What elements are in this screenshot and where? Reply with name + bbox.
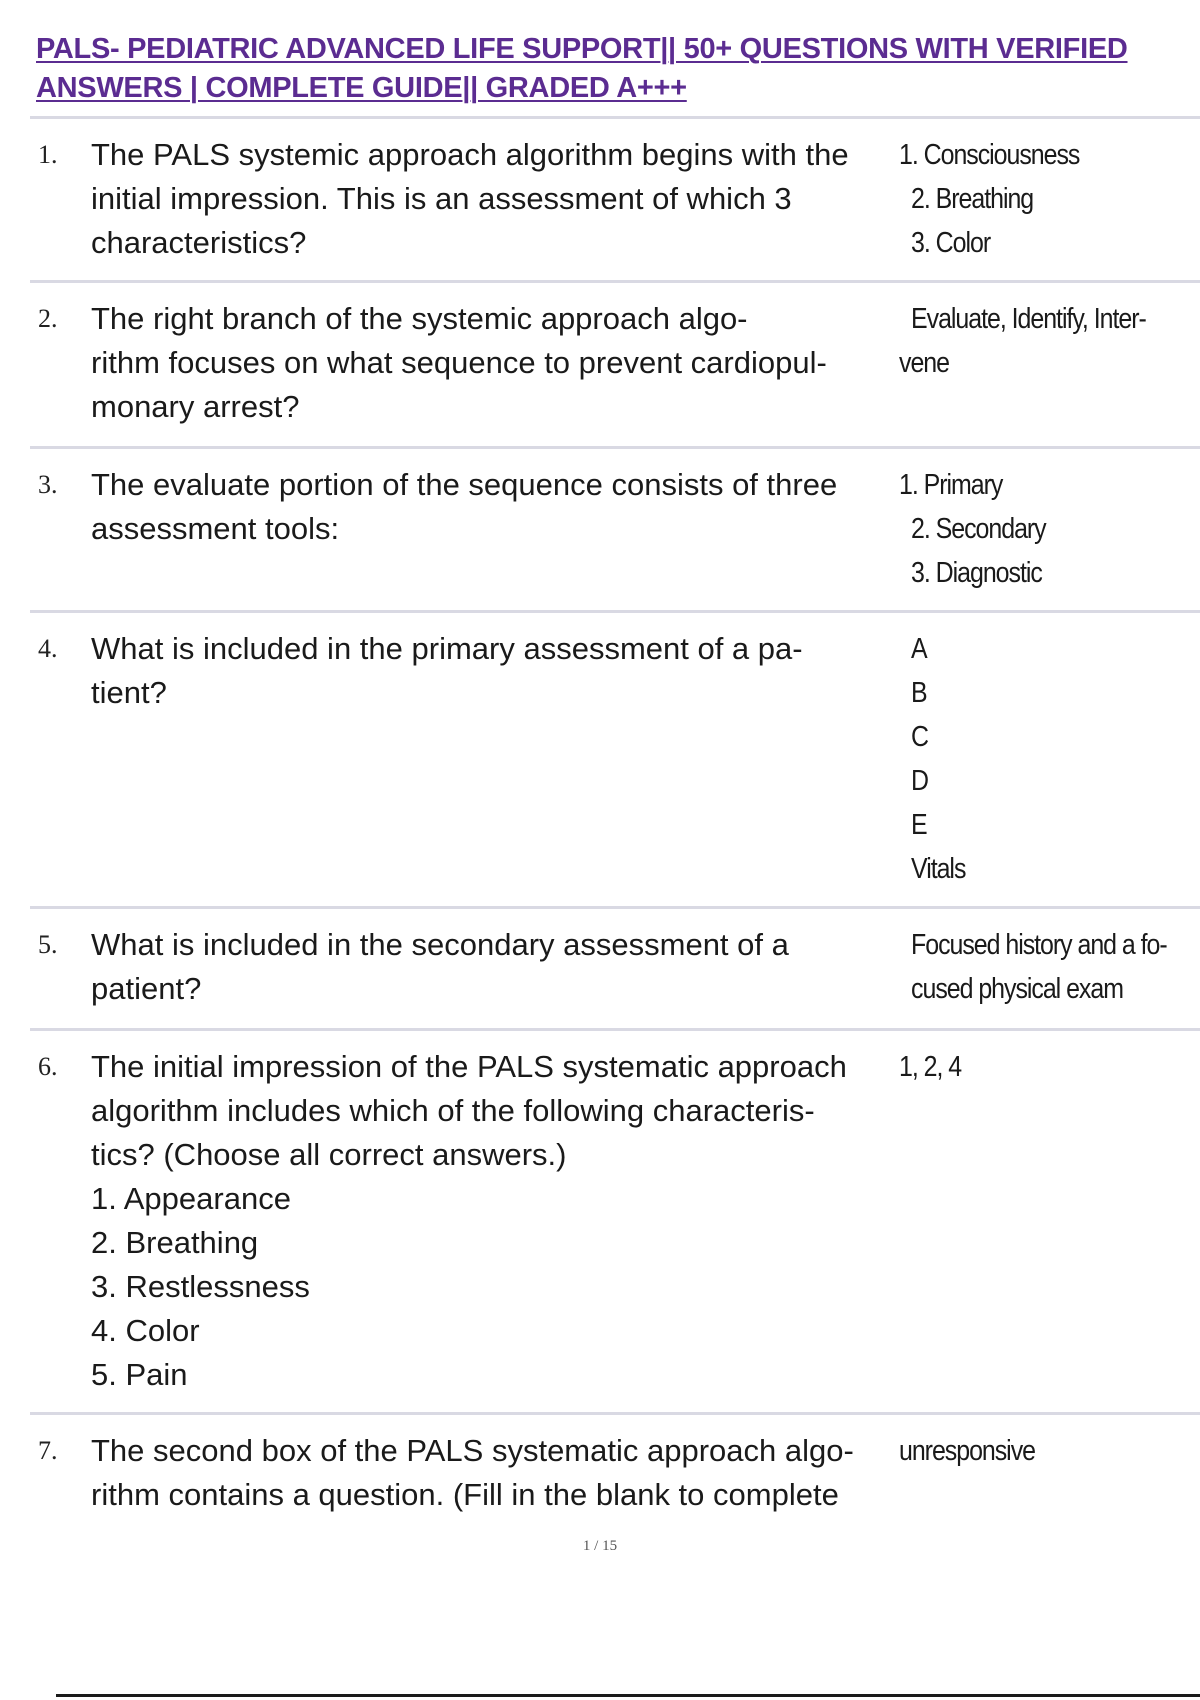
option-list <box>91 1177 891 1397</box>
question-line: The second box of the PALS systematic approach algo- <box>91 1433 854 1468</box>
option-item: 2. Breathing <box>91 1225 259 1260</box>
question-text <box>91 463 899 610</box>
answer-line: 1, 2, 4 <box>899 1051 962 1083</box>
answer-line: 2. Secondary <box>911 513 1046 545</box>
answer-line: cused physical exam <box>911 973 1123 1005</box>
qa-row-1 <box>30 116 1200 280</box>
question-line: algorithm includes which of the following characteris- <box>91 1093 815 1128</box>
answer-text <box>899 627 1158 906</box>
option-item: 3. Restlessness <box>91 1269 310 1304</box>
question-number: 5. <box>38 930 58 959</box>
question-number: 6. <box>38 1052 58 1081</box>
question-line: The PALS systemic approach algorithm begins with the <box>91 137 849 172</box>
qa-row-4 <box>30 610 1200 906</box>
question-text <box>91 133 899 280</box>
question-line: patient? <box>91 971 202 1006</box>
question-line: initial impression. This is an assessment of which 3 <box>91 181 792 216</box>
answer-line: 3. Diagnostic <box>911 557 1042 589</box>
answer-line: Evaluate, Identify, Inter- <box>911 303 1146 335</box>
answer-line: Vitals <box>911 853 966 885</box>
qa-row-5 <box>30 906 1200 1028</box>
question-number: 2. <box>38 304 58 333</box>
question-number: 3. <box>38 470 58 499</box>
qa-row-7 <box>30 1412 1200 1552</box>
question-text <box>91 1045 899 1412</box>
question-number: 7. <box>38 1436 58 1465</box>
answer-text <box>899 297 1158 446</box>
question-text <box>91 1429 899 1552</box>
question-line: The right branch of the systemic approach algo- <box>91 301 748 336</box>
answer-line: Focused history and a fo- <box>911 929 1167 961</box>
qa-row-3 <box>30 446 1200 610</box>
document-title <box>36 30 1146 108</box>
answer-line: 3. Color <box>911 227 991 259</box>
question-line: tient? <box>91 675 167 710</box>
option-item: 1. Appearance <box>91 1181 291 1216</box>
answer-line: 2. Breathing <box>911 183 1034 215</box>
question-line: rithm contains a question. (Fill in the blank to complete <box>91 1477 839 1512</box>
question-text <box>91 923 899 1028</box>
answer-line: 1. Primary <box>899 469 1003 501</box>
question-answer-list <box>30 116 1200 1552</box>
answer-text <box>899 923 1167 1028</box>
question-line: The initial impression of the PALS systematic approach <box>91 1049 847 1084</box>
answer-text <box>899 1429 1158 1552</box>
question-text <box>91 627 899 906</box>
answer-line: D <box>911 765 929 797</box>
question-line: tics? (Choose all correct answers.) <box>91 1137 567 1172</box>
option-item: 4. Color <box>91 1313 200 1348</box>
option-item: 5. Pain <box>91 1357 188 1392</box>
answer-line: unresponsive <box>899 1435 1035 1467</box>
page-number: 1 / 15 <box>582 1538 618 1554</box>
answer-text <box>899 1045 1158 1412</box>
answer-line: E <box>911 809 927 841</box>
question-line: rithm focuses on what sequence to prevent cardiopul- <box>91 345 827 380</box>
question-text <box>91 297 899 446</box>
question-line: assessment tools: <box>91 511 340 546</box>
question-line: characteristics? <box>91 225 307 260</box>
question-line: monary arrest? <box>91 389 300 424</box>
answer-text <box>899 463 1158 610</box>
answer-line: vene <box>899 347 949 379</box>
answer-text <box>899 133 1158 280</box>
qa-row-6 <box>30 1028 1200 1412</box>
title-line-2: ANSWERS | COMPLETE GUIDE|| GRADED A+++ <box>36 72 687 104</box>
question-line: The evaluate portion of the sequence consists of three <box>91 467 838 502</box>
answer-line: C <box>911 721 929 753</box>
question-line: What is included in the primary assessment of a pa- <box>91 631 803 666</box>
question-line: What is included in the secondary assessment of a <box>91 927 789 962</box>
answer-line: B <box>911 677 927 709</box>
title-line-1: PALS- PEDIATRIC ADVANCED LIFE SUPPORT|| 50+ QUESTIONS WITH VERIFIED <box>36 33 1128 65</box>
question-number: 4. <box>38 634 58 663</box>
footer-divider <box>56 1694 1200 1697</box>
answer-line: 1. Consciousness <box>899 139 1080 171</box>
question-number: 1. <box>38 140 58 169</box>
answer-line: A <box>911 633 927 665</box>
qa-row-2 <box>30 280 1200 446</box>
